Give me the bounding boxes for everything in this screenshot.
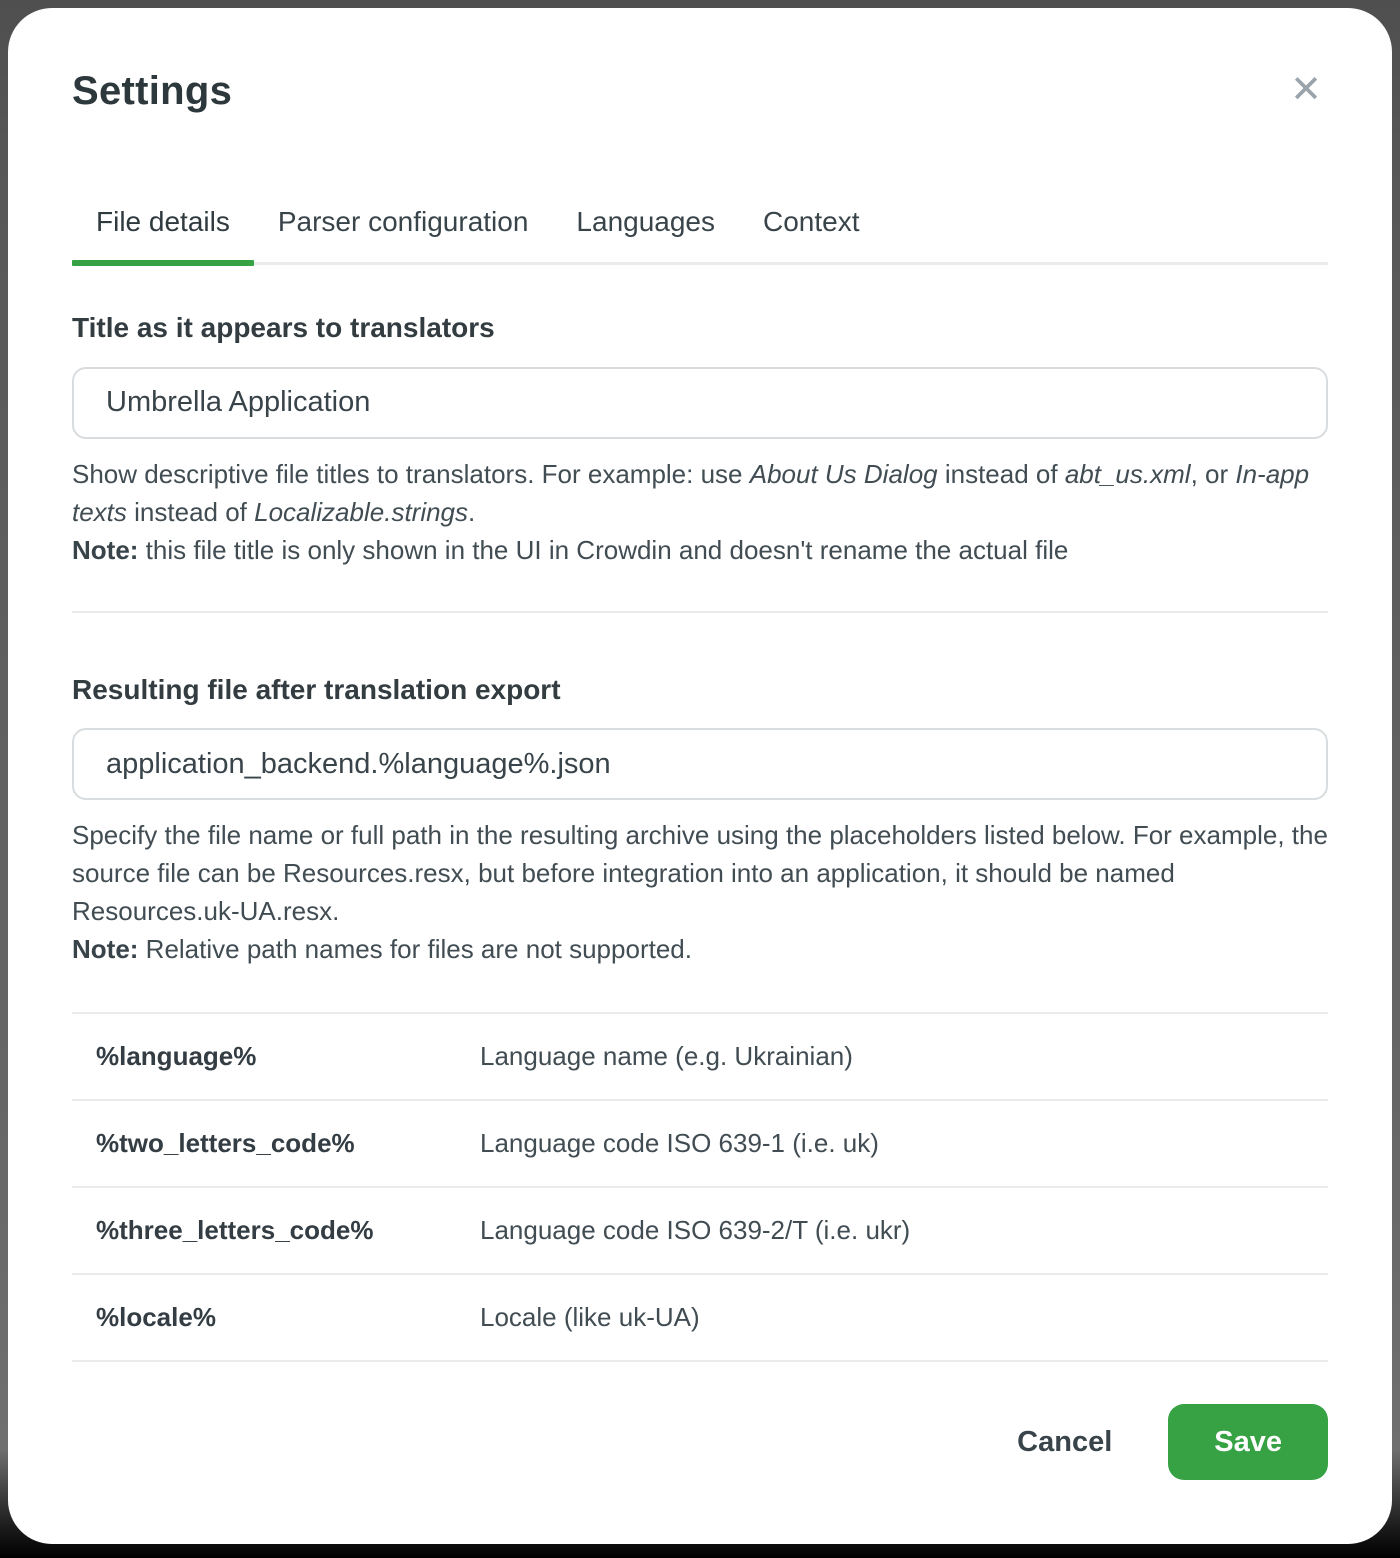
resulting-file-input[interactable] xyxy=(72,728,1328,800)
tab-languages[interactable]: Languages xyxy=(576,206,715,237)
placeholder-description: Locale (like uk-UA) xyxy=(480,1302,700,1333)
title-field-label: Title as it appears to translators xyxy=(72,312,495,343)
title-help-text xyxy=(72,455,1328,569)
export-help-note: Note: Relative path names for files are not supported. xyxy=(72,934,692,965)
modal-header xyxy=(72,68,1328,114)
modal-footer xyxy=(72,1404,1328,1480)
settings-modal xyxy=(8,8,1392,1544)
title-help-line: Show descriptive file titles to translators. For example: use About Us Dialog instead of abt_us.xml, or In-app texts instead of Localizable.strings. xyxy=(72,458,1310,527)
export-help-line: Specify the file name or full path in the resulting archive using the placeholders listed below. For example, the source file can be Resources.resx, but before integration into an application, it should be named Resources.uk-UA.resx. xyxy=(72,820,1328,927)
tab-bar xyxy=(72,206,1328,265)
export-help-text xyxy=(72,816,1328,968)
table-row xyxy=(72,1099,1328,1186)
placeholder-key: %language% xyxy=(96,1041,257,1072)
table-row xyxy=(72,1012,1328,1099)
placeholder-key: %three_letters_code% xyxy=(96,1215,374,1246)
tab-parser-configuration[interactable]: Parser configuration xyxy=(277,206,529,237)
title-input[interactable] xyxy=(72,367,1328,439)
modal-title: Settings xyxy=(72,69,233,113)
table-row xyxy=(72,1273,1328,1360)
title-help-note: Note: this file title is only shown in the UI in Crowdin and doesn't rename the actual file xyxy=(72,534,1069,565)
section-divider xyxy=(72,611,1328,613)
cancel-button[interactable]: Cancel xyxy=(991,1408,1138,1477)
placeholder-key: %two_letters_code% xyxy=(96,1128,355,1159)
placeholder-key: %locale% xyxy=(96,1302,216,1333)
placeholder-description: Language code ISO 639-1 (i.e. uk) xyxy=(480,1128,879,1159)
close-icon[interactable]: ✕ xyxy=(1290,69,1322,111)
tab-file-details[interactable]: File details xyxy=(72,206,254,262)
placeholder-description: Language name (e.g. Ukrainian) xyxy=(480,1041,853,1072)
export-field-label: Resulting file after translation export xyxy=(72,673,561,705)
placeholder-description: Language code ISO 639-2/T (i.e. ukr) xyxy=(480,1215,911,1246)
tab-context[interactable]: Context xyxy=(763,206,860,237)
table-row xyxy=(72,1186,1328,1273)
placeholders-table xyxy=(72,1012,1328,1362)
save-button[interactable]: Save xyxy=(1168,1404,1328,1480)
